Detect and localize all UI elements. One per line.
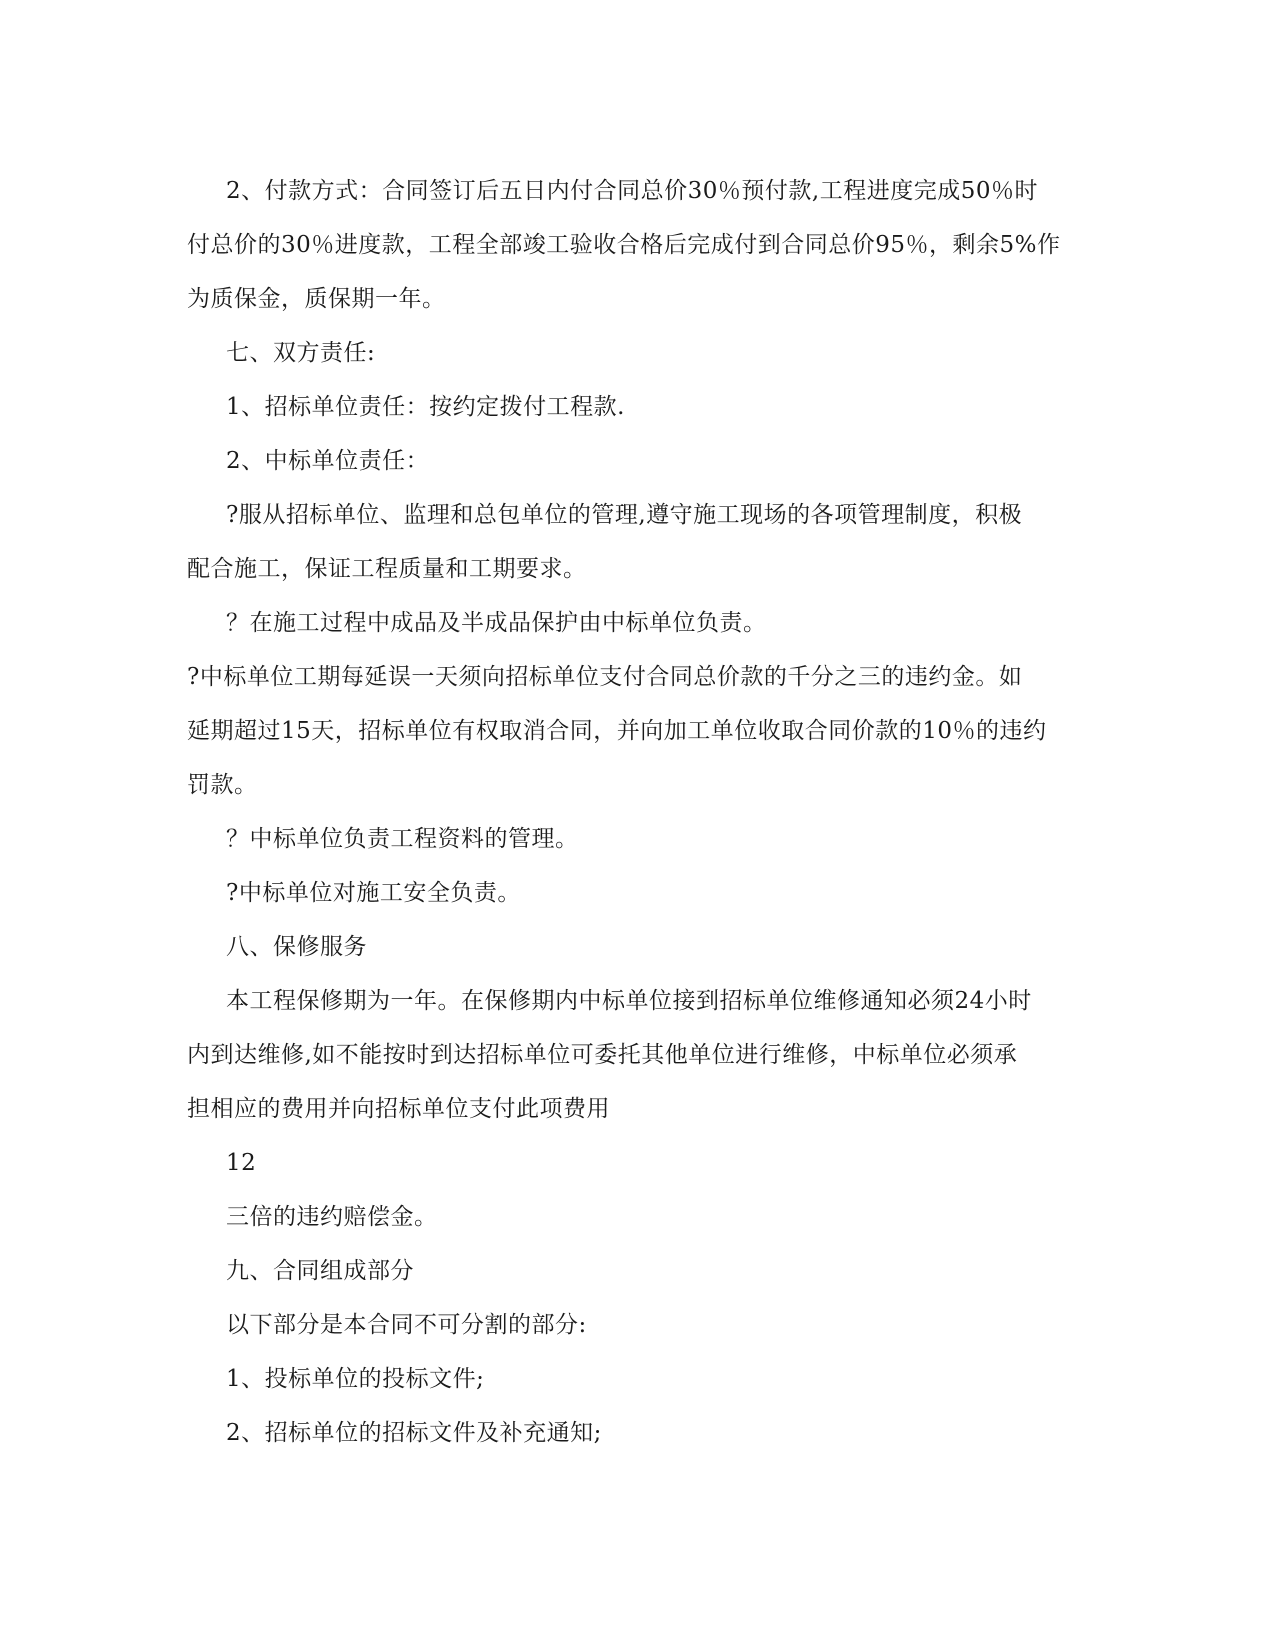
section-heading-warranty: 八、保修服务 <box>226 934 367 960</box>
paragraph-payment-method-line-1: 2、付款方式：合同签订后五日内付合同总价30％预付款,工程进度完成50％时 <box>226 178 1038 204</box>
bullet-delay-penalty-line-3: 罚款。 <box>187 772 258 798</box>
paragraph-payment-method-line-2: 付总价的30％进度款，工程全部竣工验收合格后完成付到合同总价95％，剩余5%作 <box>187 232 1061 258</box>
bullet-engineering-records: ？中标单位负责工程资料的管理。 <box>226 826 579 852</box>
bullet-obey-management-line-2: 配合施工，保证工程质量和工期要求。 <box>187 556 587 582</box>
bullet-obey-management-line-1: ?服从招标单位、监理和总包单位的管理,遵守施工现场的各项管理制度，积极 <box>226 502 1023 528</box>
paragraph-warranty-line-1: 本工程保修期为一年。在保修期内中标单位接到招标单位维修通知必须24小时 <box>226 988 1032 1014</box>
item-tender-unit-responsibility: 1、招标单位责任：按约定拨付工程款. <box>226 394 625 420</box>
paragraph-warranty-line-3: 担相应的费用并向招标单位支付此项费用 <box>187 1096 610 1122</box>
paragraph-contract-components-intro: 以下部分是本合同不可分割的部分: <box>226 1312 587 1338</box>
section-heading-contract-components: 九、合同组成部分 <box>226 1258 414 1284</box>
bullet-delay-penalty-line-2: 延期超过15天，招标单位有权取消合同，并向加工单位收取合同价款的10％的违约 <box>187 718 1047 744</box>
bullet-construction-safety: ?中标单位对施工安全负责。 <box>226 880 521 906</box>
paragraph-payment-method-line-3: 为质保金，质保期一年。 <box>187 286 446 312</box>
paragraph-warranty-continued: 三倍的违约赔偿金。 <box>226 1204 438 1230</box>
bullet-delay-penalty-line-1: ?中标单位工期每延误一天须向招标单位支付合同总价款的千分之三的违约金。如 <box>187 664 1023 690</box>
item-bid-documents: 1、投标单位的投标文件; <box>226 1366 485 1392</box>
paragraph-warranty-line-2: 内到达维修,如不能按时到达招标单位可委托其他单位进行维修，中标单位必须承 <box>187 1042 1018 1068</box>
bullet-product-protection: ？在施工过程中成品及半成品保护由中标单位负责。 <box>226 610 767 636</box>
item-tender-documents: 2、招标单位的招标文件及补充通知; <box>226 1420 602 1446</box>
page-number: 12 <box>226 1150 257 1176</box>
section-heading-responsibilities: 七、双方责任: <box>226 340 376 366</box>
item-winning-unit-responsibility: 2、中标单位责任： <box>226 448 430 474</box>
